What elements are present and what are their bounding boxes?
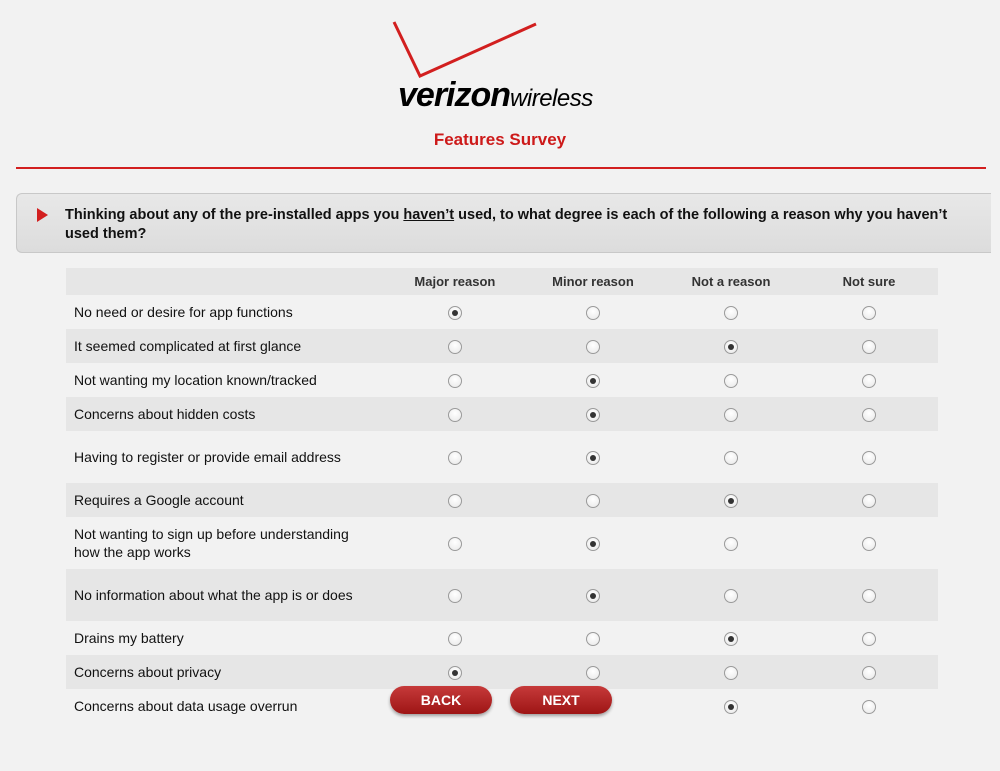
option-cell [662, 517, 800, 569]
table-row [66, 621, 938, 655]
option-cell [662, 431, 800, 483]
option-cell [386, 621, 524, 655]
option-cell [524, 329, 662, 363]
radio-button[interactable] [724, 340, 738, 354]
table-row [66, 397, 938, 431]
title-divider [16, 167, 986, 169]
radio-button[interactable] [448, 632, 462, 646]
option-cell [662, 397, 800, 431]
table-row [66, 363, 938, 397]
radio-button[interactable] [862, 700, 876, 714]
option-cell [386, 569, 524, 621]
radio-button[interactable] [586, 666, 600, 680]
radio-button[interactable] [862, 451, 876, 465]
radio-button[interactable] [724, 451, 738, 465]
next-button[interactable]: NEXT [510, 686, 612, 714]
grid-body [66, 295, 938, 723]
option-cell [800, 569, 938, 621]
row-label: Requires a Google account [66, 483, 386, 517]
radio-button[interactable] [448, 408, 462, 422]
table-row [66, 569, 938, 621]
row-label: No need or desire for app functions [74, 304, 293, 320]
radio-button[interactable] [448, 666, 462, 680]
radio-button[interactable] [586, 374, 600, 388]
radio-button[interactable] [586, 632, 600, 646]
radio-button[interactable] [862, 494, 876, 508]
radio-button[interactable] [448, 451, 462, 465]
radio-button[interactable] [724, 632, 738, 646]
question-box [16, 193, 991, 253]
row-label: No information about what the app is or does [66, 569, 386, 621]
option-cell [386, 431, 524, 483]
radio-button[interactable] [586, 589, 600, 603]
radio-button[interactable] [862, 537, 876, 551]
option-cell [662, 569, 800, 621]
option-cell [662, 689, 800, 723]
radio-button[interactable] [724, 589, 738, 603]
option-cell [800, 431, 938, 483]
option-cell [662, 655, 800, 689]
question-text [65, 206, 965, 244]
page-title: Features Survey [433, 130, 567, 149]
option-cell [524, 569, 662, 621]
row-label: Drains my battery [74, 630, 184, 646]
option-cell [800, 517, 938, 569]
radio-button[interactable] [448, 494, 462, 508]
option-cell [800, 483, 938, 517]
radio-button[interactable] [724, 494, 738, 508]
option-cell [386, 363, 524, 397]
option-cell [800, 621, 938, 655]
radio-button[interactable] [586, 537, 600, 551]
row-label: Not wanting to sign up before understanding how the app works [74, 526, 349, 560]
option-cell [662, 483, 800, 517]
logo-brand-text: verizon [398, 76, 511, 114]
radio-button[interactable] [586, 340, 600, 354]
option-cell [524, 431, 662, 483]
radio-button[interactable] [586, 494, 600, 508]
option-cell [386, 655, 524, 689]
radio-button[interactable] [862, 632, 876, 646]
radio-button[interactable] [724, 374, 738, 388]
option-cell [524, 655, 662, 689]
option-cell [524, 397, 662, 431]
row-label: It seemed complicated at first glance [66, 329, 386, 363]
option-cell [662, 363, 800, 397]
radio-button[interactable] [586, 451, 600, 465]
column-header-minor: Minor reason [524, 268, 662, 295]
radio-button[interactable] [862, 306, 876, 320]
option-cell [662, 295, 800, 329]
column-header-not: Not a reason [662, 268, 800, 295]
option-cell [386, 397, 524, 431]
response-grid [66, 268, 938, 723]
table-row [66, 517, 938, 569]
radio-button[interactable] [724, 537, 738, 551]
radio-button[interactable] [724, 408, 738, 422]
radio-button[interactable] [448, 374, 462, 388]
radio-button[interactable] [862, 340, 876, 354]
option-cell [524, 295, 662, 329]
option-cell [800, 689, 938, 723]
option-cell [800, 655, 938, 689]
radio-button[interactable] [724, 306, 738, 320]
row-label: Concerns about hidden costs [66, 397, 386, 431]
header-blank [66, 268, 386, 295]
radio-button[interactable] [862, 666, 876, 680]
radio-button[interactable] [724, 700, 738, 714]
table-row [66, 483, 938, 517]
radio-button[interactable] [448, 589, 462, 603]
radio-button[interactable] [448, 340, 462, 354]
row-label: Having to register or provide email address [74, 449, 341, 465]
option-cell [800, 329, 938, 363]
radio-button[interactable] [586, 306, 600, 320]
option-cell [524, 483, 662, 517]
question-emphasis: haven’t [403, 207, 455, 223]
row-label: Concerns about data usage overrun [74, 698, 298, 714]
radio-button[interactable] [448, 306, 462, 320]
option-cell [800, 363, 938, 397]
column-header-major: Major reason [386, 268, 524, 295]
row-label: Not wanting my location known/tracked [74, 372, 317, 388]
question-text-before: Thinking about any of the pre-installed apps you [65, 207, 404, 223]
option-cell [524, 517, 662, 569]
table-row [66, 329, 938, 363]
radio-button[interactable] [862, 408, 876, 422]
row-label: Concerns about privacy [66, 655, 386, 689]
option-cell [524, 363, 662, 397]
column-header-not-sure: Not sure [800, 268, 938, 295]
option-cell [662, 621, 800, 655]
question-arrow-icon [37, 208, 48, 222]
option-cell [662, 329, 800, 363]
grid-header-row [66, 268, 938, 295]
radio-button[interactable] [586, 408, 600, 422]
question-text-after: used, to what degree is each of the following a reason why you haven’t used them? [65, 207, 948, 242]
option-cell [386, 483, 524, 517]
back-button[interactable]: BACK [390, 686, 492, 714]
table-row [66, 655, 938, 689]
option-cell [800, 397, 938, 431]
option-cell [386, 329, 524, 363]
table-row [66, 431, 938, 483]
logo-sub-text: wireless [510, 85, 593, 112]
verizon-logo [380, 18, 640, 114]
radio-button[interactable] [448, 537, 462, 551]
table-row [66, 689, 938, 723]
option-cell [800, 295, 938, 329]
radio-button[interactable] [862, 374, 876, 388]
radio-button[interactable] [862, 589, 876, 603]
option-cell [524, 621, 662, 655]
option-cell [386, 517, 524, 569]
option-cell [386, 295, 524, 329]
logo-wordmark [398, 76, 593, 115]
radio-button[interactable] [724, 666, 738, 680]
table-row [66, 295, 938, 329]
